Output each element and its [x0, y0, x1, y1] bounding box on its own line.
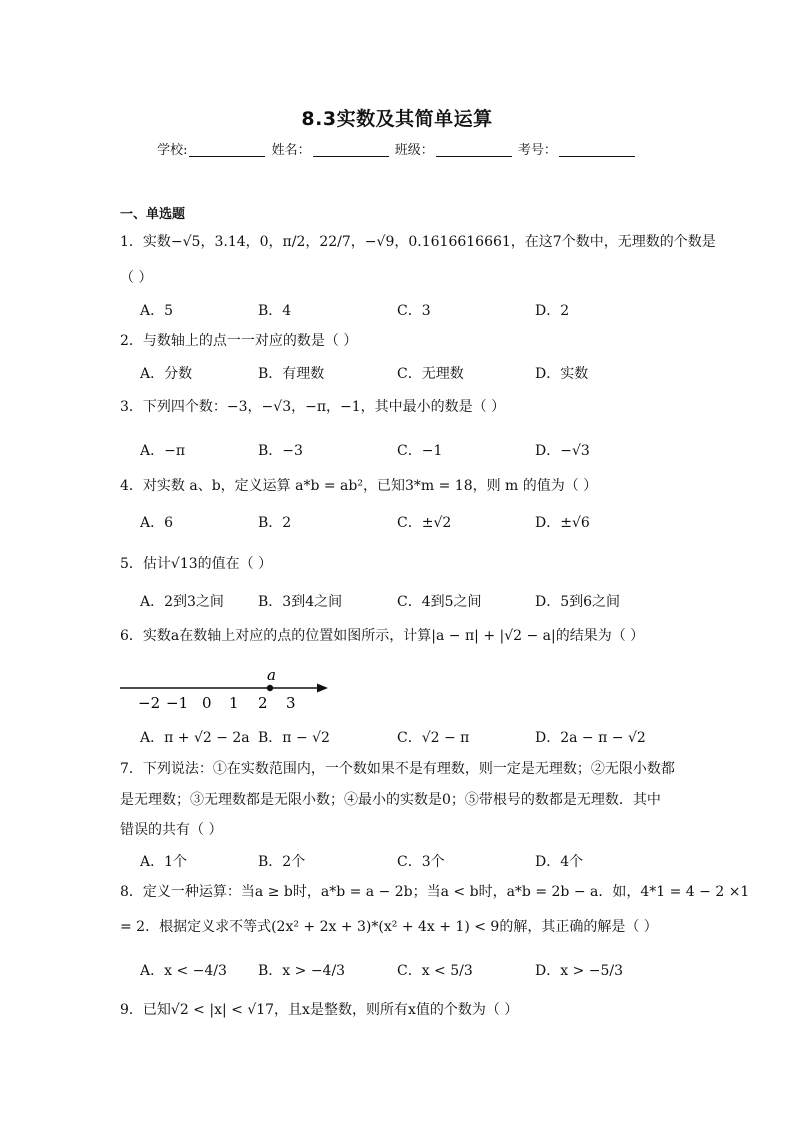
- number-line-tick-label: 1: [229, 694, 239, 712]
- section-title: 一、单选题: [120, 207, 186, 222]
- question-5-options: [140, 591, 700, 613]
- question-3-options: [140, 440, 700, 462]
- option-d[interactable]: D．5到6之间: [535, 594, 621, 610]
- question-2-stem: 2．与数轴上的点一一对应的数是（ ）: [120, 333, 358, 349]
- option-c[interactable]: C．±√2: [397, 515, 452, 531]
- question-7-stem-line-1: 7．下列说法：①在实数范围内，一个数如果不是有理数，则一定是无理数；②无限小数都: [120, 761, 675, 777]
- question-7-stem-line-2: 是无理数；③无理数都是无限小数；④最小的实数是0；⑤带根号的数都是无理数．其中: [120, 792, 661, 808]
- number-line-point: [267, 685, 273, 691]
- option-d[interactable]: D．2: [535, 303, 570, 319]
- question-1-stem-line-2: （ ）: [120, 270, 153, 286]
- question-4-options: [140, 512, 700, 534]
- option-c[interactable]: C．√2 − π: [397, 730, 470, 746]
- option-a[interactable]: A．x < −4/3: [140, 963, 227, 979]
- question-8-stem-line-1: 8．定义一种运算：当a ≥ b时，a*b = a − 2b；当a < b时，a*b = 2b − a．如，4*1 = 4 − 2 ×1: [120, 884, 750, 900]
- question-4-stem: 4．对实数 a、b，定义运算 a*b = ab²，已知3*m = 18，则 m 的值为（ ）: [120, 478, 598, 494]
- option-b[interactable]: B．有理数: [258, 366, 325, 382]
- option-a[interactable]: A．π + √2 − 2a: [140, 730, 250, 746]
- question-3-stem: 3．下列四个数：−3，−√3，−π，−1，其中最小的数是（ ）: [120, 399, 506, 415]
- number-line-tick-label: −2: [138, 694, 161, 712]
- option-d[interactable]: D．4个: [535, 854, 584, 870]
- option-d[interactable]: D．−√3: [535, 443, 590, 459]
- school-blank[interactable]: [189, 142, 265, 157]
- question-1-options: [140, 300, 700, 322]
- question-8-options: [140, 960, 700, 982]
- question-7-options: [140, 851, 700, 873]
- option-b[interactable]: B．4: [258, 303, 292, 319]
- option-b[interactable]: B．−3: [258, 443, 303, 459]
- option-c[interactable]: C．x < 5/3: [397, 963, 473, 979]
- page-title: 8.3实数及其简单运算: [301, 108, 493, 130]
- question-6-options: [140, 727, 700, 749]
- number-line-point-label: a: [267, 666, 276, 684]
- number-line-arrow: [317, 684, 328, 693]
- question-8-stem-line-2: = 2．根据定义求不等式(2x² + 2x + 3)*(x² + 4x + 1) < 9的解，其正确的解是（ ）: [120, 919, 658, 935]
- option-a[interactable]: A．6: [140, 515, 174, 531]
- option-d[interactable]: D．实数: [535, 366, 589, 382]
- option-b[interactable]: B．2个: [258, 854, 306, 870]
- class-label: 班级：: [394, 143, 434, 158]
- question-1-stem-line-1: 1．实数−√5，3.14，0，π/2，22/7，−√9，0.1616616661，在这7个数中，无理数的个数是: [120, 234, 716, 250]
- question-2-options: [140, 363, 700, 385]
- question-7-stem-line-3: 错误的共有（ ）: [120, 822, 223, 838]
- number-line-tick-label: −1: [166, 694, 189, 712]
- exam-number-blank[interactable]: [559, 142, 635, 157]
- option-c[interactable]: C．−1: [397, 443, 443, 459]
- option-a[interactable]: A．5: [140, 303, 174, 319]
- question-5-stem: 5．估计√13的值在（ ）: [120, 556, 273, 572]
- option-c[interactable]: C．4到5之间: [397, 594, 482, 610]
- option-b[interactable]: B．x > −4/3: [258, 963, 346, 979]
- option-d[interactable]: D．x > −5/3: [535, 963, 624, 979]
- number-line-tick-label: 2: [258, 694, 268, 712]
- number-line-tick-label: 3: [286, 694, 296, 712]
- option-b[interactable]: B．π − √2: [258, 730, 330, 746]
- option-c[interactable]: C．3: [397, 303, 431, 319]
- option-d[interactable]: D．±√6: [535, 515, 590, 531]
- class-blank[interactable]: [436, 142, 512, 157]
- option-c[interactable]: C．无理数: [397, 366, 464, 382]
- school-label: 学校:: [157, 143, 188, 158]
- student-info-line: [0, 139, 794, 158]
- number-line-figure: [118, 664, 333, 714]
- option-a[interactable]: A．2到3之间: [140, 594, 224, 610]
- number-line-tick-label: 0: [202, 694, 212, 712]
- option-a[interactable]: A．1个: [140, 854, 188, 870]
- option-a[interactable]: A．−π: [140, 443, 186, 459]
- exam-number-label: 考号：: [517, 143, 557, 158]
- option-b[interactable]: B．3到4之间: [258, 594, 343, 610]
- name-blank[interactable]: [313, 142, 389, 157]
- option-c[interactable]: C．3个: [397, 854, 445, 870]
- question-6-stem: 6．实数a在数轴上对应的点的位置如图所示，计算|a − π| + |√2 − a|的结果为（ ）: [120, 628, 645, 644]
- name-label: 姓名：: [271, 143, 311, 158]
- option-d[interactable]: D．2a − π − √2: [535, 730, 646, 746]
- option-b[interactable]: B．2: [258, 515, 292, 531]
- question-9-stem: 9．已知√2 < |x| < √17，且x是整数，则所有x值的个数为（ ）: [120, 1002, 519, 1018]
- option-a[interactable]: A．分数: [140, 366, 193, 382]
